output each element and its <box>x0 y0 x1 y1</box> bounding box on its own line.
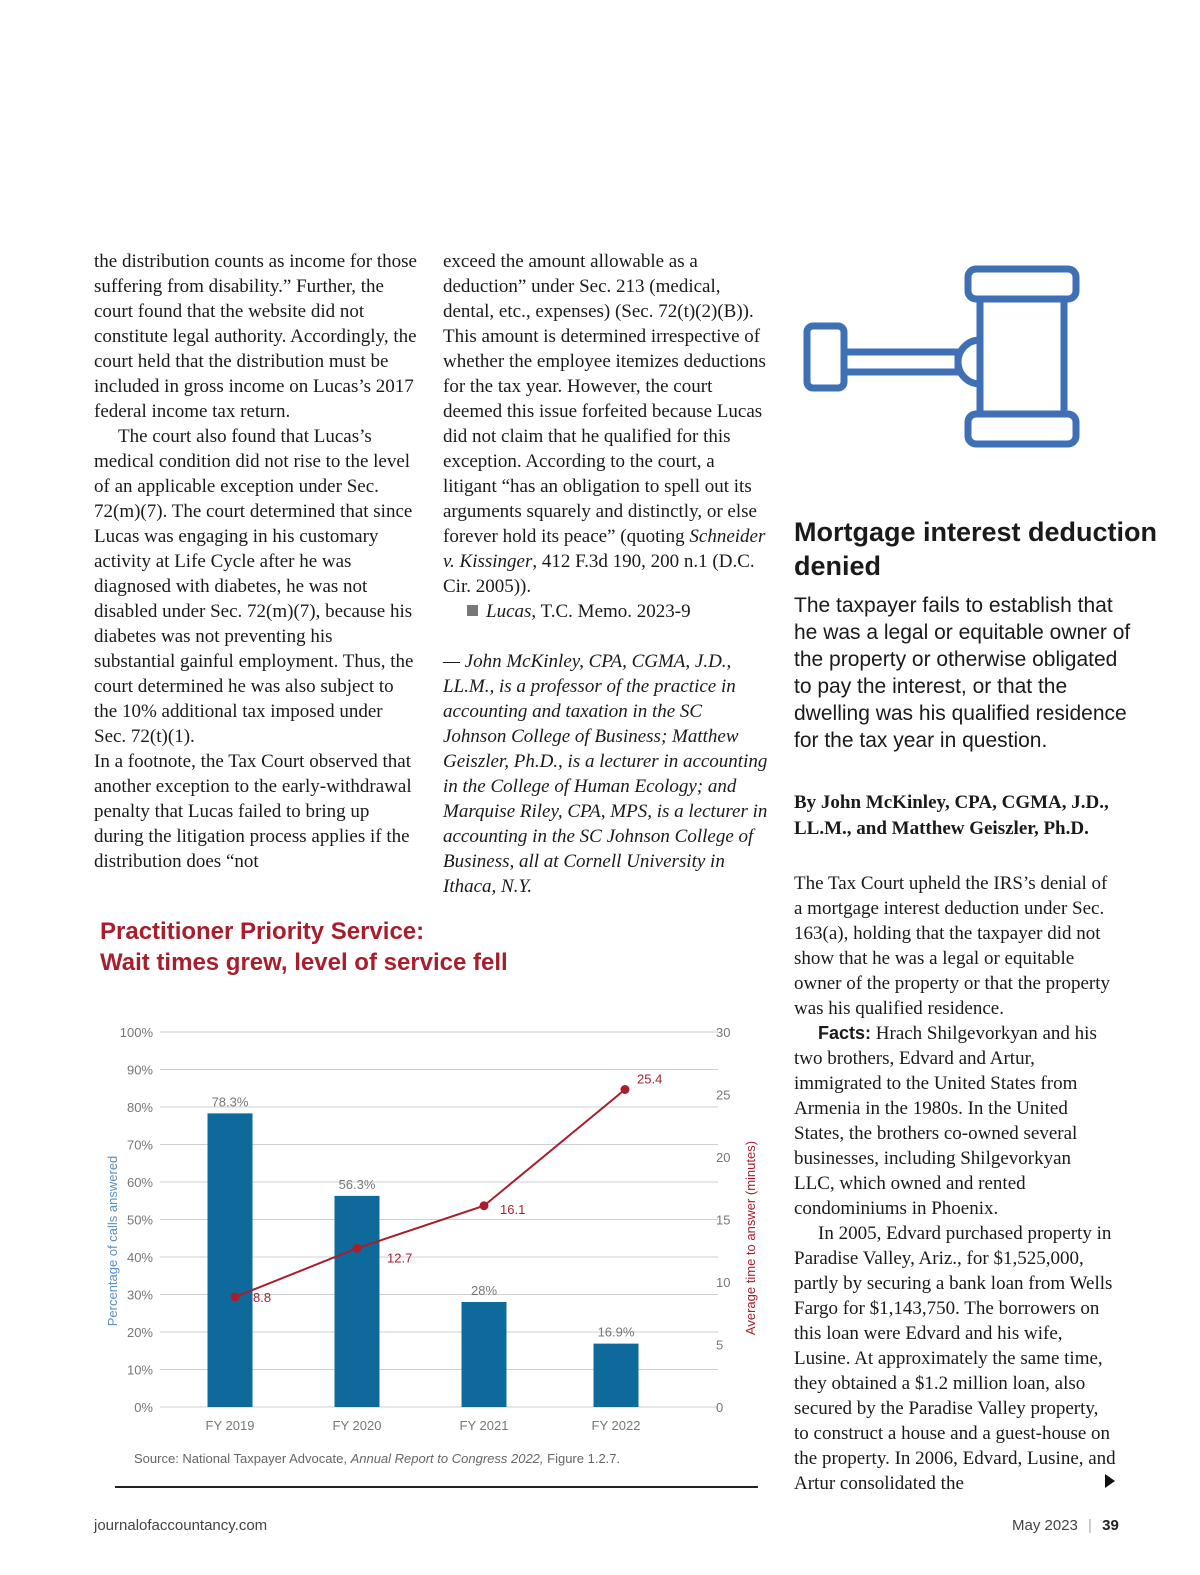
column-1-paragraph: the distribution counts as income for those suffering from disability.” Further, the court found that the website did not constitute legal authority. Accordingly, the court held that the distribution must be included in gross income on Lucas’s 2017 federal income tax return. <box>94 251 417 422</box>
bar <box>594 1344 639 1407</box>
case-name: Schneider v. Kissinger <box>443 526 766 572</box>
chart-bottom-rule <box>115 1486 758 1488</box>
column-1-text <box>94 249 418 874</box>
footer-site: journalofaccountancy.com <box>94 1517 268 1534</box>
bar <box>335 1196 380 1407</box>
wait-time-line <box>235 1090 625 1298</box>
right-tick-label: 5 <box>716 1337 724 1353</box>
chart-title-line: Practitioner Priority Service: <box>100 918 425 945</box>
category-label: FY 2021 <box>459 1418 509 1433</box>
left-tick-label: 90% <box>126 1062 153 1078</box>
right-tick-label: 25 <box>716 1087 731 1103</box>
left-tick-label: 80% <box>126 1100 153 1115</box>
column-1-paragraph: The court also found that Lucas’s medical condition did not rise to the level of an applicable exception under Sec. 72(m)(7). The court determined that since Lucas was engaging in his customary activity at Life Cycle after he was diagnosed with diabetes, he was not disabled under Sec. 72(m)(7), because his diabetes was not preventing his substantial gainful employment. Thus, the court determined he was also subject to the 10% additional tax imposed under Sec. 72(t)(1). <box>94 426 414 747</box>
bar <box>208 1113 253 1407</box>
column-2-text <box>443 249 769 899</box>
wait-time-point <box>480 1201 489 1210</box>
article-paragraph <box>794 1021 1116 1221</box>
right-tick-label: 15 <box>716 1212 731 1228</box>
wait-time-point <box>231 1293 240 1302</box>
citation-case: Lucas <box>486 601 532 622</box>
left-tick-label: 40% <box>126 1250 153 1265</box>
paragraph-text: exceed the amount allowable as a deduction” under Sec. 213 (medical, dental, etc., expenses) (Sec. 72(t)(2)(B)). This amount is determined irrespective of whether the employee itemizes deductions for the tax year. However, the court deemed this issue forfeited because Lucas did not claim that he qualified for this exception. According to the court, a litigant “has an obligation to spell out its arguments squarely and distinctly, or else forever hold its peace” (quoting <box>443 251 766 547</box>
chart-title-line: Wait times grew, level of service fell <box>100 949 508 976</box>
line-value-label: 16.1 <box>500 1201 526 1217</box>
bar-value-label: 56.3% <box>338 1176 376 1192</box>
chart-source: Source: National Taxpayer Advocate, Annual Report to Congress 2022, Figure 1.2.7. <box>134 1451 621 1466</box>
page-number: 39 <box>1102 1517 1119 1534</box>
line-value-label: 8.8 <box>253 1290 272 1305</box>
right-tick-label: 30 <box>716 1025 731 1040</box>
case-citation <box>443 599 769 624</box>
right-axis-title: Average time to answer (minutes) <box>743 1140 758 1336</box>
article-deck: The taxpayer fails to establish that he was a legal or equitable owner of the property or otherwise obligated to pay the interest, or that the dwelling was his qualified residence for the tax year in question. <box>794 594 1131 752</box>
left-tick-label: 50% <box>126 1212 153 1228</box>
triangle-right-icon <box>1104 1474 1116 1488</box>
article-byline: By John McKinley, CPA, CGMA, J.D., LL.M., and Matthew Geiszler, Ph.D. <box>794 792 1109 839</box>
column-2-paragraph <box>443 249 769 599</box>
left-tick-label: 10% <box>126 1362 153 1378</box>
chart <box>0 1010 780 1480</box>
article-headline: Mortgage interest deduction denied <box>794 517 1158 581</box>
category-label: FY 2020 <box>332 1418 382 1433</box>
wait-time-point <box>353 1244 362 1253</box>
article-paragraph: In 2005, Edvard purchased property in Paradise Valley, Ariz., for $1,525,000, partly by securing a bank loan from Wells Fargo for $1,143,750. The borrowers on this loan were Edvard and his wife, Lusine. At approximately the same time, they obtained a $1.2 million loan, also secured by the Paradise Valley property, to construct a house and a guest-house on the property. In 2006, Edvard, Lusine, and Artur consolidated the <box>794 1223 1116 1494</box>
line-value-label: 25.4 <box>637 1071 663 1087</box>
bar-value-label: 78.3% <box>211 1094 249 1110</box>
bar-value-label: 16.9% <box>597 1324 635 1340</box>
left-tick-label: 30% <box>126 1287 153 1303</box>
footer-separator: | <box>1088 1517 1092 1534</box>
issue-date: May 2023 <box>1012 1517 1078 1534</box>
category-label: FY 2022 <box>591 1418 641 1433</box>
gavel-icon <box>800 262 1090 458</box>
bar-value-label: 28% <box>470 1283 498 1298</box>
left-tick-label: 0% <box>134 1400 153 1415</box>
right-tick-label: 20 <box>716 1150 731 1165</box>
left-tick-label: 70% <box>126 1137 153 1153</box>
right-tick-label: 0 <box>716 1400 724 1415</box>
bar <box>462 1302 507 1407</box>
left-tick-label: 20% <box>126 1325 153 1340</box>
footer-issue <box>1012 1517 1119 1534</box>
column-1-paragraph: In a footnote, the Tax Court observed that another exception to the early-withdrawal penalty that Lucas failed to bring up during the litigation process applies if the distribution does “not <box>94 751 412 872</box>
right-tick-label: 10 <box>716 1275 731 1290</box>
article-paragraph: The Tax Court upheld the IRS’s denial of a mortgage interest deduction under Sec. 163(a), holding that the taxpayer did not show that he was a legal or equitable owner of the property or that the property was his qualified residence. <box>794 873 1111 1019</box>
left-tick-label: 100% <box>119 1025 153 1040</box>
paragraph-text: , 412 F.3d 190, 200 n.1 (D.C. Cir. 2005)). <box>443 551 755 597</box>
wait-time-point <box>621 1085 630 1094</box>
left-tick-label: 60% <box>126 1175 153 1190</box>
citation-text: , T.C. Memo. 2023-9 <box>531 601 691 622</box>
facts-label: Facts: <box>818 1023 872 1043</box>
article-body <box>794 871 1116 1496</box>
category-label: FY 2019 <box>205 1418 255 1433</box>
paragraph-text: Hrach Shilgevorkyan and his two brothers, Edvard and Artur, immigrated to the United States from Armenia in the 1980s. In the United States, the brothers co-owned several businesses, including Shilgevorkyan LLC, which owned and rented condominiums in Phoenix. <box>794 1023 1097 1219</box>
left-axis-title: Percentage of calls answered <box>105 1155 120 1327</box>
square-bullet-icon <box>467 605 478 616</box>
line-value-label: 12.7 <box>387 1250 413 1266</box>
author-bio <box>443 649 769 899</box>
author-bio-text: — John McKinley, CPA, CGMA, J.D., LL.M., is a professor of the practice in accounting and taxation in the SC Johnson College of Business; Matthew Geiszler, Ph.D., is a lecturer in accounting in the College of Human Ecology; and Marquise Riley, CPA, MPS, is a lecturer in accounting in the SC Johnson College of Business, all at Cornell University in Ithaca, N.Y. <box>443 651 768 897</box>
chart-title <box>100 916 508 978</box>
